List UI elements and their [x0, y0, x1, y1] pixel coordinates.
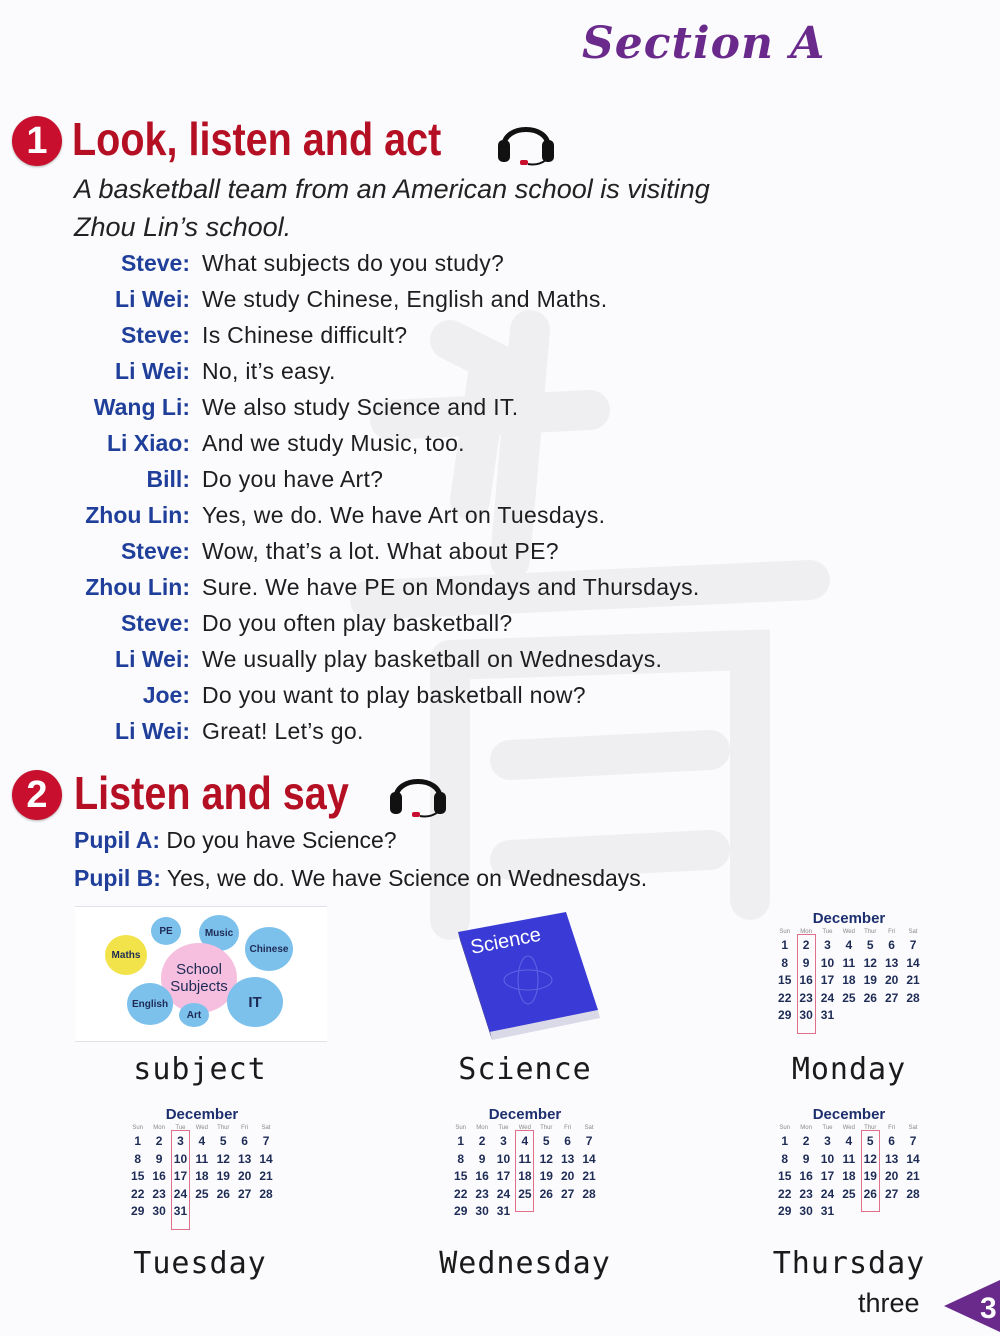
- speaker-name: Joe:: [142, 682, 190, 708]
- calendar-day: 2: [802, 938, 810, 952]
- headphones-icon[interactable]: [386, 764, 450, 818]
- dialogue-row: [0, 502, 1000, 536]
- speaker-name: Zhou Lin:: [85, 574, 190, 600]
- calendar-card-thursday: [722, 1102, 974, 1236]
- dialogue-line: What subjects do you study?: [202, 250, 505, 276]
- calendar-weekday: Thur: [217, 1125, 230, 1131]
- vocab-word: Science: [458, 1052, 592, 1087]
- section-title: Section A: [582, 18, 826, 69]
- calendar-day: 14: [259, 1151, 273, 1166]
- calendar-weekday: Sat: [584, 1125, 594, 1131]
- calendar-day: 19: [863, 1169, 877, 1183]
- calendar-weekday: Mon: [476, 1125, 488, 1131]
- calendar-weekday: Tue: [822, 929, 833, 935]
- speaker-name: Li Wei:: [115, 646, 190, 672]
- pupil-b-row: [74, 865, 647, 892]
- calendar-day: 8: [457, 1151, 465, 1166]
- intro-line-1: A basketball team from an American school is visiting: [74, 174, 710, 204]
- calendar-weekday: Sat: [261, 1125, 271, 1131]
- calendar-weekday: Fri: [241, 1125, 249, 1131]
- calendar-weekday: Thur: [540, 1125, 553, 1131]
- calendar-weekday: Tue: [175, 1125, 186, 1131]
- calendar-day: 25: [518, 1186, 532, 1201]
- speaker-name: Steve:: [120, 538, 190, 564]
- calendar-day: 27: [237, 1186, 252, 1201]
- subject-bubble: Chinese: [245, 927, 293, 971]
- vocab-word: subject: [133, 1052, 267, 1087]
- calendar-day: 30: [475, 1204, 489, 1218]
- dialogue-line: Do you have Art?: [202, 466, 384, 492]
- calendar-day: 23: [799, 990, 813, 1005]
- calendar-day: 5: [866, 1134, 874, 1148]
- calendar-day: 20: [884, 1169, 899, 1183]
- dialogue-row: [0, 718, 1000, 752]
- calendar-weekdays: [127, 1125, 277, 1133]
- calendar-weekday: Mon: [800, 1125, 812, 1131]
- calendar-weekday: Sat: [908, 1125, 918, 1131]
- calendar-day: 24: [820, 990, 835, 1005]
- bubble-center-line-2: Subjects: [170, 978, 228, 995]
- calendar-day: 22: [454, 1186, 468, 1201]
- calendar-highlight-column: [171, 1130, 190, 1230]
- calendar-highlight-column: [861, 1130, 880, 1212]
- calendar-day: 4: [845, 1134, 853, 1148]
- calendar-day: 20: [884, 973, 899, 987]
- calendar-day: 1: [781, 1134, 789, 1148]
- calendar-weekday: Thur: [864, 1125, 877, 1131]
- vocab-word: Monday: [791, 1052, 907, 1087]
- speaker-name: Wang Li:: [93, 394, 190, 420]
- calendar-day: 15: [454, 1169, 468, 1183]
- calendar-card-monday: [722, 906, 974, 1040]
- calendar-day: 15: [778, 973, 792, 987]
- calendar-day: 26: [863, 1186, 877, 1201]
- dialogue-line: Wow, that’s a lot. What about PE?: [202, 538, 559, 564]
- calendar-weekday: Sun: [779, 1125, 791, 1131]
- speaker-name: Steve:: [120, 250, 190, 276]
- calendar-day: 13: [560, 1151, 575, 1166]
- calendar-day: 7: [262, 1134, 270, 1148]
- calendar-weekday: Fri: [564, 1125, 572, 1131]
- calendar-day: 4: [845, 938, 853, 952]
- calendar-day: 10: [496, 1151, 511, 1166]
- calendar-day: 27: [884, 990, 899, 1005]
- dialogue-row: [0, 250, 1000, 284]
- calendar-day: 21: [906, 973, 920, 987]
- calendar-day: 19: [216, 1169, 230, 1183]
- calendar-day: 25: [842, 1186, 856, 1201]
- subject-bubble: English: [127, 983, 173, 1025]
- dialogue-line: Do you often play basketball?: [202, 610, 513, 636]
- calendar-day: 13: [884, 1151, 899, 1166]
- calendar-day: 5: [866, 938, 874, 952]
- calendar-day: 4: [521, 1134, 529, 1148]
- dialogue-row: [0, 538, 1000, 572]
- calendar-day: 11: [195, 1151, 209, 1166]
- calendar-weekday: Wed: [842, 929, 855, 935]
- calendar-day: 17: [496, 1169, 511, 1183]
- calendar-day: 18: [195, 1169, 209, 1183]
- calendar-day: 16: [152, 1169, 166, 1183]
- calendar-day: 20: [560, 1169, 575, 1183]
- dialogue-row: [0, 610, 1000, 644]
- calendar-weekday: Sat: [908, 929, 918, 935]
- calendar-day: 19: [539, 1169, 553, 1183]
- calendar-day: 30: [799, 1204, 813, 1218]
- calendar: [450, 1106, 600, 1221]
- calendar-day: 18: [842, 1169, 856, 1183]
- calendar-day: 23: [475, 1186, 489, 1201]
- dialogue-row: [0, 358, 1000, 392]
- dialogue-row: [0, 394, 1000, 428]
- calendar-day: 16: [799, 973, 813, 987]
- calendar-day: 11: [842, 955, 856, 970]
- part2-heading: Listen and say: [74, 767, 349, 819]
- calendar-day: 30: [152, 1204, 166, 1218]
- calendar-weekday: Sun: [455, 1125, 467, 1131]
- calendar-day: 17: [820, 973, 835, 987]
- calendar-weekday: Tue: [822, 1125, 833, 1131]
- calendar-day: 9: [155, 1151, 163, 1166]
- calendar-day: 10: [173, 1151, 188, 1166]
- calendar-day: 15: [778, 1169, 792, 1183]
- calendar-day: 14: [582, 1151, 596, 1166]
- calendar-day: 7: [909, 938, 917, 952]
- pupil-b-line: Yes, we do. We have Science on Wednesdays.: [166, 865, 648, 891]
- calendar-day: 3: [824, 1134, 831, 1148]
- calendar-weekday: Mon: [800, 929, 812, 935]
- calendar-day: 20: [237, 1169, 252, 1183]
- calendar-day: 12: [863, 955, 877, 970]
- calendar-weekday: Fri: [888, 1125, 896, 1131]
- vocab-word: Thursday: [772, 1246, 926, 1281]
- calendar-day: 18: [518, 1169, 532, 1183]
- calendar-day: 29: [131, 1204, 145, 1218]
- dialogue-row: [0, 574, 1000, 608]
- bubble-center-line-1: School: [176, 961, 222, 978]
- calendar: [774, 910, 924, 1025]
- page-number-word: three: [858, 1288, 920, 1318]
- pupil-a-row: [74, 827, 397, 854]
- calendar-month: December: [488, 1106, 562, 1123]
- calendar-day: 5: [219, 1134, 227, 1148]
- calendar-month: December: [165, 1106, 239, 1123]
- calendar-weekday: Sun: [132, 1125, 144, 1131]
- calendar-day: 22: [778, 990, 792, 1005]
- calendar-day: 3: [177, 1134, 184, 1148]
- calendar-day: 30: [799, 1008, 813, 1022]
- calendar: [127, 1106, 277, 1221]
- calendar-day: 22: [778, 1186, 792, 1201]
- calendar-day: 8: [781, 1151, 789, 1166]
- calendar-day: 29: [778, 1008, 792, 1022]
- calendar: [774, 1106, 924, 1221]
- calendar-day: 6: [241, 1134, 248, 1148]
- calendar-day: 2: [802, 1134, 810, 1148]
- calendar-weekday: Wed: [195, 1125, 208, 1131]
- calendar-day: 28: [259, 1186, 273, 1201]
- subject-bubble: PE: [151, 917, 181, 945]
- dialogue-line: Yes, we do. We have Art on Tuesdays.: [202, 502, 606, 528]
- science-book-icon: [398, 906, 650, 1040]
- calendar-day: 26: [216, 1186, 230, 1201]
- calendar-day: 24: [173, 1186, 188, 1201]
- calendar-day: 24: [496, 1186, 511, 1201]
- calendar-month: December: [812, 910, 886, 927]
- calendar-day: 1: [781, 938, 789, 952]
- subject-bubble: Art: [179, 1003, 209, 1027]
- speaker-name: Zhou Lin:: [85, 502, 190, 528]
- calendar-day: 8: [134, 1151, 142, 1166]
- calendar-weekday: Sun: [779, 929, 791, 935]
- calendar-card-tuesday: [75, 1102, 327, 1236]
- calendar-day: 29: [454, 1204, 468, 1218]
- calendar-day: 18: [842, 973, 856, 987]
- calendar-highlight-column: [515, 1130, 534, 1212]
- calendar-day: 27: [884, 1186, 899, 1201]
- calendar-day: 7: [909, 1134, 917, 1148]
- dialogue-line: We also study Science and IT.: [202, 394, 519, 420]
- calendar-highlight-column: [797, 934, 816, 1034]
- calendar-day: 24: [820, 1186, 835, 1201]
- calendar-day: 17: [173, 1169, 188, 1183]
- calendar-day: 17: [820, 1169, 835, 1183]
- dialogue-row: [0, 466, 1000, 500]
- science-book-card: [398, 906, 650, 1040]
- part1-heading: Look, listen and act: [72, 113, 442, 165]
- calendar-day: 3: [500, 1134, 507, 1148]
- dialogue-row: [0, 646, 1000, 680]
- dialogue-row: [0, 322, 1000, 356]
- subject-bubble: Maths: [105, 935, 147, 975]
- calendar-day: 21: [906, 1169, 920, 1183]
- calendar-day: 25: [195, 1186, 209, 1201]
- speaker-name: Steve:: [120, 322, 190, 348]
- calendar-day: 5: [542, 1134, 550, 1148]
- calendar-day: 1: [134, 1134, 142, 1148]
- calendar-day: 6: [888, 938, 895, 952]
- subject-bubble: Music: [199, 915, 239, 951]
- calendar-weekday: Tue: [498, 1125, 509, 1131]
- calendar-day: 21: [582, 1169, 596, 1183]
- calendar-days: [774, 1133, 924, 1221]
- calendar-day: 8: [781, 955, 789, 970]
- calendar-day: 2: [478, 1134, 486, 1148]
- calendar-day: 9: [478, 1151, 486, 1166]
- calendar-day: 26: [863, 990, 877, 1005]
- calendar-day: 16: [475, 1169, 489, 1183]
- subject-bubble: IT: [227, 977, 283, 1027]
- calendar-day: 23: [799, 1186, 813, 1201]
- dialogue-line: Is Chinese difficult?: [202, 322, 408, 348]
- dialogue-line: We study Chinese, English and Maths.: [202, 286, 608, 312]
- pupil-b-label: Pupil B:: [74, 865, 161, 891]
- page-number: 3: [980, 1292, 997, 1325]
- vocab-word: Wednesday: [439, 1246, 611, 1281]
- calendar-weekday: Wed: [518, 1125, 531, 1131]
- intro-line-2: Zhou Lin’s school.: [74, 212, 292, 242]
- part1-number-badge: 1: [12, 116, 62, 166]
- dialogue-row: [0, 286, 1000, 320]
- speaker-name: Bill:: [146, 466, 190, 492]
- calendar-day: 15: [131, 1169, 145, 1183]
- calendar-days: [127, 1133, 277, 1221]
- calendar-day: 19: [863, 973, 877, 987]
- dialogue-row: [0, 430, 1000, 464]
- calendar-day: 14: [906, 1151, 920, 1166]
- calendar-day: 4: [198, 1134, 206, 1148]
- calendar-day: 9: [802, 955, 810, 970]
- calendar-day: 13: [237, 1151, 252, 1166]
- calendar-day: 21: [259, 1169, 273, 1183]
- calendar-day: 12: [539, 1151, 553, 1166]
- speaker-name: Li Wei:: [115, 718, 190, 744]
- calendar-day: 9: [802, 1151, 810, 1166]
- headphones-icon[interactable]: [494, 112, 558, 166]
- calendar-day: 31: [820, 1204, 835, 1218]
- speaker-name: Steve:: [120, 610, 190, 636]
- pupil-a-label: Pupil A:: [74, 827, 161, 853]
- calendar-day: 22: [131, 1186, 145, 1201]
- calendar-day: 29: [778, 1204, 792, 1218]
- dialogue-line: We usually play basketball on Wednesdays.: [202, 646, 663, 672]
- speaker-name: Li Xiao:: [106, 430, 190, 456]
- calendar-day: 14: [906, 955, 920, 970]
- calendar-day: 10: [820, 1151, 835, 1166]
- calendar-day: 10: [820, 955, 835, 970]
- calendar-day: 26: [539, 1186, 553, 1201]
- calendar-month: December: [812, 1106, 886, 1123]
- calendar-day: 28: [906, 1186, 920, 1201]
- calendar-day: 23: [152, 1186, 166, 1201]
- calendar-weekday: Fri: [888, 929, 896, 935]
- calendar-day: 31: [496, 1204, 511, 1218]
- calendar-day: 25: [842, 990, 856, 1005]
- vocab-word: Tuesday: [133, 1246, 267, 1281]
- calendar-card-wednesday: [398, 1102, 650, 1236]
- calendar-day: 28: [582, 1186, 596, 1201]
- dialogue-line: And we study Music, too.: [202, 430, 465, 456]
- calendar-weekday: Thur: [864, 929, 877, 935]
- calendar-day: 11: [842, 1151, 856, 1166]
- calendar-weekday: Wed: [842, 1125, 855, 1131]
- dialogue-line: No, it’s easy.: [202, 358, 336, 384]
- calendar-weekday: Mon: [153, 1125, 165, 1131]
- calendar-day: 28: [906, 990, 920, 1005]
- calendar-day: 16: [799, 1169, 813, 1183]
- dialogue-line: Great! Let’s go.: [202, 718, 364, 744]
- calendar-day: 31: [173, 1204, 188, 1218]
- calendar-day: 31: [820, 1008, 835, 1022]
- pupil-a-line: Do you have Science?: [166, 827, 397, 853]
- calendar-weekdays: [774, 1125, 924, 1133]
- part2-number-badge: 2: [12, 770, 62, 820]
- dialogue-line: Sure. We have PE on Mondays and Thursdays.: [202, 574, 700, 600]
- book-title: Science: [468, 923, 543, 959]
- calendar-day: 6: [888, 1134, 895, 1148]
- speaker-name: Li Wei:: [115, 358, 190, 384]
- calendar-day: 13: [884, 955, 899, 970]
- dialogue-row: [0, 682, 1000, 716]
- calendar-day: 27: [560, 1186, 575, 1201]
- calendar-day: 12: [863, 1151, 877, 1166]
- calendar-day: 11: [518, 1151, 532, 1166]
- subjects-picture-card: [75, 906, 327, 1042]
- page-number-tab: [944, 1280, 1000, 1332]
- calendar-day: 7: [585, 1134, 593, 1148]
- speaker-name: Li Wei:: [115, 286, 190, 312]
- calendar-day: 12: [216, 1151, 230, 1166]
- calendar-day: 6: [564, 1134, 571, 1148]
- calendar-day: 1: [457, 1134, 465, 1148]
- calendar-day: 2: [155, 1134, 163, 1148]
- calendar-day: 3: [824, 938, 831, 952]
- dialogue-line: Do you want to play basketball now?: [202, 682, 586, 708]
